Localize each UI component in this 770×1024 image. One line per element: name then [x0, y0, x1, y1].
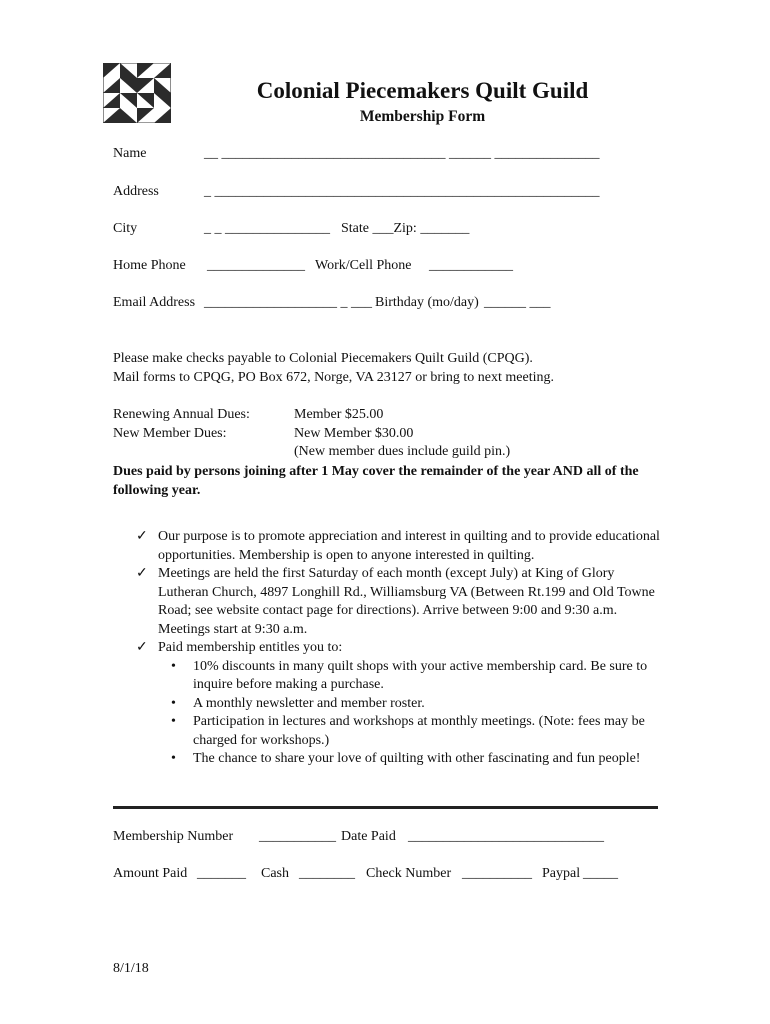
- bullet-icon: •: [171, 658, 176, 674]
- work-phone-label: Work/Cell Phone: [315, 258, 412, 273]
- benefits-item: [136, 639, 662, 769]
- new-member-dues-label: New Member Dues:: [113, 426, 227, 441]
- paypal-label: Paypal: [542, 866, 581, 881]
- meetings-item: [136, 565, 662, 639]
- bullet-icon: •: [171, 695, 176, 711]
- benefit-text: A monthly newsletter and member roster.: [193, 695, 425, 711]
- bullet-icon: •: [171, 751, 176, 766]
- renewing-dues-value: Member $25.00: [294, 407, 384, 422]
- benefits-intro: Paid membership entitles you to:: [158, 640, 343, 655]
- name-field[interactable]: __ ________________________________ ______ _______________: [204, 146, 600, 161]
- form-title: Colonial Piecemakers Quilt Guild: [256, 78, 589, 103]
- name-label: Name: [113, 146, 147, 161]
- new-member-dues-value: New Member $30.00: [294, 426, 414, 441]
- benefit-item: [158, 695, 662, 714]
- benefit-text: The chance to share your love of quilting with other fascinating and fun people!: [193, 751, 641, 766]
- date-paid-field[interactable]: ____________________________: [408, 829, 604, 844]
- check-number-label: Check Number: [366, 866, 452, 881]
- purpose-item: [136, 528, 662, 565]
- info-checklist: [136, 528, 662, 769]
- benefit-item: [158, 750, 662, 769]
- section-divider: [113, 806, 658, 809]
- mail-note: Mail forms to CPQG, PO Box 672, Norge, VA 23127 or bring to next meeting.: [113, 370, 554, 385]
- checkmark-icon: ✓: [136, 566, 148, 581]
- amount-paid-field[interactable]: _______: [197, 866, 246, 881]
- revision-date: 8/1/18: [113, 961, 149, 976]
- email-field[interactable]: ___________________ _ ___: [204, 295, 372, 310]
- check-number-field[interactable]: __________: [462, 866, 532, 881]
- cash-field[interactable]: ________: [299, 866, 355, 881]
- renewing-dues-label: Renewing Annual Dues:: [113, 407, 250, 422]
- work-phone-field[interactable]: ____________: [429, 258, 513, 273]
- city-label: City: [113, 221, 138, 236]
- amount-paid-label: Amount Paid: [113, 866, 188, 881]
- bullet-icon: •: [171, 714, 176, 729]
- dues-timing-note: Dues paid by persons joining after 1 May cover the remainder of the year AND all of the following year.: [113, 464, 639, 498]
- cash-label: Cash: [261, 866, 289, 881]
- home-phone-label: Home Phone: [113, 258, 186, 273]
- email-label: Email Address: [113, 295, 196, 310]
- date-paid-label: Date Paid: [341, 829, 396, 844]
- birthday-field[interactable]: ______ ___: [484, 295, 551, 310]
- paypal-field[interactable]: _____: [583, 866, 618, 881]
- purpose-text: Our purpose is to promote appreciation and interest in quilting and to provide educational opportunities. Membership is open to anyone interested in quilting.: [158, 529, 660, 563]
- city-field[interactable]: _ _ _______________: [204, 221, 330, 236]
- form-subtitle: Membership Form: [359, 108, 486, 125]
- meetings-text: Meetings are held the first Saturday of each month (except July) at King of Glory Lutheran Church, 4897 Longhill Rd., Williamsburg VA (Between Rt.199 and Old Towne Road; see website contact page for directions). Arrive between 9:00 and 9:30 a.m. Meetings start at 9:30 a.m.: [158, 566, 655, 637]
- benefit-item: [158, 658, 662, 695]
- checkmark-icon: ✓: [136, 640, 148, 655]
- checkmark-icon: ✓: [136, 529, 148, 544]
- membership-number-label: Membership Number: [113, 829, 234, 844]
- quilt-block-logo: [103, 63, 171, 123]
- address-label: Address: [113, 184, 159, 199]
- benefit-text: 10% discounts in many quilt shops with your active membership card. Be sure to inquire before making a purchase.: [193, 658, 648, 692]
- benefits-list: [158, 658, 662, 769]
- benefit-item: [158, 713, 662, 750]
- address-field[interactable]: _ _______________________________________________________: [204, 184, 600, 199]
- membership-number-field[interactable]: ___________: [259, 829, 336, 844]
- state-zip-field[interactable]: State ___Zip: _______: [341, 221, 470, 236]
- benefit-text: Participation in lectures and workshops at monthly meetings. (Note: fees may be charged for workshops.): [193, 714, 645, 748]
- home-phone-field[interactable]: ______________: [207, 258, 305, 273]
- guild-pin-note: (New member dues include guild pin.): [294, 444, 511, 459]
- payable-note: Please make checks payable to Colonial Piecemakers Quilt Guild (CPQG).: [113, 351, 533, 366]
- birthday-label: Birthday (mo/day): [375, 295, 479, 310]
